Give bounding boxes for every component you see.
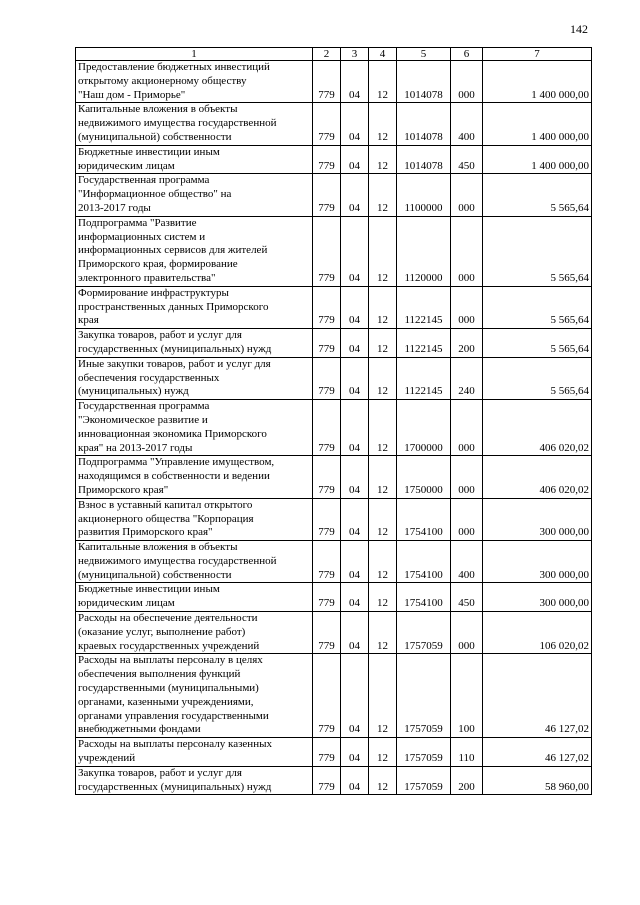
table-row xyxy=(76,583,592,612)
expense-name-line: обеспечения выполнения функций xyxy=(78,668,241,681)
amount-cell: 406 020,02 xyxy=(483,456,592,498)
table-row xyxy=(76,738,592,767)
ministry-code-cell: 779 xyxy=(313,654,341,738)
amount-cell: 300 000,00 xyxy=(483,541,592,583)
ministry-code-cell: 779 xyxy=(313,541,341,583)
table-row xyxy=(76,216,592,286)
table-row xyxy=(76,456,592,498)
amount-cell: 106 020,02 xyxy=(483,612,592,654)
amount-cell: 406 020,02 xyxy=(483,400,592,456)
subsection-code-cell: 12 xyxy=(369,738,397,767)
expense-name-cell xyxy=(76,400,313,456)
target-article-cell: 1014078 xyxy=(397,103,451,145)
expense-name-line: государственными (муниципальными) xyxy=(78,682,259,695)
amount-cell: 300 000,00 xyxy=(483,498,592,540)
subsection-code-cell: 12 xyxy=(369,456,397,498)
subsection-code-cell: 12 xyxy=(369,498,397,540)
expense-name-line: Расходы на выплаты персоналу казенных xyxy=(78,738,272,751)
expense-name-line: Предоставление бюджетных инвестиций xyxy=(78,61,270,73)
expense-name-line: внебюджетными фондами xyxy=(78,723,201,736)
target-article-cell: 1750000 xyxy=(397,456,451,498)
ministry-code-cell: 779 xyxy=(313,357,341,399)
expense-name-line: Государственная программа xyxy=(78,174,210,187)
ministry-code-cell: 779 xyxy=(313,286,341,328)
amount-cell: 1 400 000,00 xyxy=(483,145,592,174)
expense-type-cell: 000 xyxy=(451,612,483,654)
target-article-cell: 1122145 xyxy=(397,357,451,399)
table-row xyxy=(76,103,592,145)
subsection-code-cell: 12 xyxy=(369,145,397,174)
ministry-code-cell: 779 xyxy=(313,61,341,103)
section-code-cell: 04 xyxy=(341,766,369,795)
ministry-code-cell: 779 xyxy=(313,498,341,540)
amount-cell: 58 960,00 xyxy=(483,766,592,795)
section-code-cell: 04 xyxy=(341,738,369,767)
ministry-code-cell: 779 xyxy=(313,766,341,795)
subsection-code-cell: 12 xyxy=(369,174,397,216)
amount-cell: 46 127,02 xyxy=(483,654,592,738)
expense-name-line: 2013-2017 годы xyxy=(78,201,151,214)
subsection-code-cell: 12 xyxy=(369,103,397,145)
page-number: 142 xyxy=(570,22,588,36)
expense-name-cell xyxy=(76,541,313,583)
section-code-cell: 04 xyxy=(341,329,369,358)
amount-cell: 1 400 000,00 xyxy=(483,103,592,145)
amount-cell: 5 565,64 xyxy=(483,174,592,216)
expense-name-line: пространственных данных Приморского xyxy=(78,300,269,313)
expense-type-cell: 000 xyxy=(451,174,483,216)
table-body xyxy=(76,61,592,795)
expense-name-line: Бюджетные инвестиции иным xyxy=(78,145,220,158)
expense-name-line: органами управления государственными xyxy=(78,709,269,722)
column-header-6: 6 xyxy=(451,48,483,61)
subsection-code-cell: 12 xyxy=(369,766,397,795)
ministry-code-cell: 779 xyxy=(313,612,341,654)
section-code-cell: 04 xyxy=(341,583,369,612)
target-article-cell: 1757059 xyxy=(397,612,451,654)
expense-name-line: "Экономическое развитие и xyxy=(78,413,208,426)
table-row xyxy=(76,541,592,583)
section-code-cell: 04 xyxy=(341,654,369,738)
expense-type-cell: 000 xyxy=(451,216,483,286)
target-article-cell: 1757059 xyxy=(397,738,451,767)
expense-name-cell xyxy=(76,286,313,328)
subsection-code-cell: 12 xyxy=(369,541,397,583)
expense-name-cell xyxy=(76,612,313,654)
amount-cell: 300 000,00 xyxy=(483,583,592,612)
ministry-code-cell: 779 xyxy=(313,103,341,145)
table-row xyxy=(76,766,592,795)
expense-type-cell: 000 xyxy=(451,286,483,328)
expense-name-line: государственных (муниципальных) нужд xyxy=(78,342,272,355)
target-article-cell: 1014078 xyxy=(397,145,451,174)
target-article-cell: 1014078 xyxy=(397,61,451,103)
expense-name-cell xyxy=(76,654,313,738)
section-code-cell: 04 xyxy=(341,541,369,583)
expense-name-line: открытому акционерному обществу xyxy=(78,74,247,87)
section-code-cell: 04 xyxy=(341,103,369,145)
expense-name-line: Расходы на выплаты персоналу в целях xyxy=(78,654,263,667)
subsection-code-cell: 12 xyxy=(369,61,397,103)
amount-cell: 1 400 000,00 xyxy=(483,61,592,103)
expense-name-cell xyxy=(76,738,313,767)
expense-name-cell xyxy=(76,145,313,174)
subsection-code-cell: 12 xyxy=(369,400,397,456)
section-code-cell: 04 xyxy=(341,357,369,399)
target-article-cell: 1700000 xyxy=(397,400,451,456)
expense-name-line: "Информационное общество" на xyxy=(78,188,232,201)
expense-name-line: юридическим лицам xyxy=(78,597,175,610)
expense-name-line: Закупка товаров, работ и услуг для xyxy=(78,329,242,342)
expense-name-line: Формирование инфраструктуры xyxy=(78,286,229,299)
expense-name-cell xyxy=(76,456,313,498)
ministry-code-cell: 779 xyxy=(313,583,341,612)
subsection-code-cell: 12 xyxy=(369,357,397,399)
amount-cell: 5 565,64 xyxy=(483,286,592,328)
table-row xyxy=(76,286,592,328)
section-code-cell: 04 xyxy=(341,400,369,456)
target-article-cell: 1100000 xyxy=(397,174,451,216)
table-row xyxy=(76,357,592,399)
expense-name-line: акционерного общества "Корпорация xyxy=(78,512,254,525)
table-row xyxy=(76,145,592,174)
table-row xyxy=(76,400,592,456)
section-code-cell: 04 xyxy=(341,145,369,174)
section-code-cell: 04 xyxy=(341,174,369,216)
expense-name-line: недвижимого имущества государственной xyxy=(78,117,277,130)
amount-cell: 46 127,02 xyxy=(483,738,592,767)
target-article-cell: 1120000 xyxy=(397,216,451,286)
expense-name-line: юридическим лицам xyxy=(78,159,175,172)
expense-name-line: Приморского края" xyxy=(78,483,169,496)
expense-type-cell: 400 xyxy=(451,541,483,583)
expense-name-cell xyxy=(76,216,313,286)
ministry-code-cell: 779 xyxy=(313,400,341,456)
table-row xyxy=(76,329,592,358)
expense-name-line: Капитальные вложения в объекты xyxy=(78,541,238,554)
subsection-code-cell: 12 xyxy=(369,329,397,358)
target-article-cell: 1122145 xyxy=(397,286,451,328)
column-header-7: 7 xyxy=(483,48,592,61)
expense-name-line: Иные закупки товаров, работ и услуг для xyxy=(78,357,271,370)
section-code-cell: 04 xyxy=(341,286,369,328)
section-code-cell: 04 xyxy=(341,456,369,498)
section-code-cell: 04 xyxy=(341,612,369,654)
expense-type-cell: 000 xyxy=(451,61,483,103)
section-code-cell: 04 xyxy=(341,498,369,540)
expense-name-cell xyxy=(76,498,313,540)
table-row xyxy=(76,654,592,738)
subsection-code-cell: 12 xyxy=(369,612,397,654)
expense-name-line: инновационная экономика Приморского xyxy=(78,427,267,440)
section-code-cell: 04 xyxy=(341,61,369,103)
expense-type-cell: 000 xyxy=(451,456,483,498)
expense-type-cell: 000 xyxy=(451,400,483,456)
expense-name-cell xyxy=(76,61,313,103)
ministry-code-cell: 779 xyxy=(313,174,341,216)
expense-name-line: информационных сервисов для жителей xyxy=(78,244,268,257)
table-row xyxy=(76,612,592,654)
column-header-1: 1 xyxy=(76,48,313,61)
expense-name-line: государственных (муниципальных) нужд xyxy=(78,780,272,793)
expense-name-cell xyxy=(76,766,313,795)
expense-type-cell: 240 xyxy=(451,357,483,399)
expense-name-line: Капитальные вложения в объекты xyxy=(78,103,238,116)
expense-name-line: Приморского края, формирование xyxy=(78,258,238,271)
expense-name-cell xyxy=(76,174,313,216)
target-article-cell: 1754100 xyxy=(397,498,451,540)
table-row xyxy=(76,498,592,540)
expense-type-cell: 200 xyxy=(451,329,483,358)
expense-name-line: Бюджетные инвестиции иным xyxy=(78,583,220,596)
amount-cell: 5 565,64 xyxy=(483,357,592,399)
expense-name-line: (оказание услуг, выполнение работ) xyxy=(78,625,246,638)
expense-name-line: информационных систем и xyxy=(78,230,206,243)
target-article-cell: 1754100 xyxy=(397,541,451,583)
expense-type-cell: 450 xyxy=(451,145,483,174)
expense-name-cell xyxy=(76,357,313,399)
target-article-cell: 1754100 xyxy=(397,583,451,612)
target-article-cell: 1122145 xyxy=(397,329,451,358)
expense-name-line: Расходы на обеспечение деятельности xyxy=(78,612,258,625)
expense-type-cell: 100 xyxy=(451,654,483,738)
target-article-cell: 1757059 xyxy=(397,766,451,795)
ministry-code-cell: 779 xyxy=(313,329,341,358)
expense-name-line: электронного правительства" xyxy=(78,271,216,284)
target-article-cell: 1757059 xyxy=(397,654,451,738)
expense-type-cell: 000 xyxy=(451,498,483,540)
amount-cell: 5 565,64 xyxy=(483,216,592,286)
expense-name-line: находящимся в собственности и ведении xyxy=(78,470,270,483)
expense-name-line: Подпрограмма "Развитие xyxy=(78,216,197,229)
subsection-code-cell: 12 xyxy=(369,286,397,328)
expense-name-line: края xyxy=(78,314,99,327)
ministry-code-cell: 779 xyxy=(313,738,341,767)
expense-name-line: Подпрограмма "Управление имуществом, xyxy=(78,456,275,469)
expense-name-line: краевых государственных учреждений xyxy=(78,639,260,652)
expense-name-line: Государственная программа xyxy=(78,400,210,413)
table-row xyxy=(76,61,592,103)
ministry-code-cell: 779 xyxy=(313,216,341,286)
column-header-5: 5 xyxy=(397,48,451,61)
expense-name-line: органами, казенными учреждениями, xyxy=(78,695,254,708)
amount-cell: 5 565,64 xyxy=(483,329,592,358)
expense-name-cell xyxy=(76,583,313,612)
subsection-code-cell: 12 xyxy=(369,216,397,286)
expense-name-line: Взнос в уставный капитал открытого xyxy=(78,498,253,511)
expense-type-cell: 110 xyxy=(451,738,483,767)
column-header-3: 3 xyxy=(341,48,369,61)
expense-name-line: "Наш дом - Приморье" xyxy=(78,88,186,101)
expense-name-line: (муниципальной) собственности xyxy=(78,130,232,143)
expense-name-cell xyxy=(76,329,313,358)
expense-type-cell: 450 xyxy=(451,583,483,612)
table-row xyxy=(76,174,592,216)
expense-name-line: учреждений xyxy=(78,752,136,765)
expense-name-line: развития Приморского края" xyxy=(78,526,213,539)
subsection-code-cell: 12 xyxy=(369,654,397,738)
expense-name-cell xyxy=(76,103,313,145)
expense-type-cell: 200 xyxy=(451,766,483,795)
subsection-code-cell: 12 xyxy=(369,583,397,612)
expense-name-line: края" на 2013-2017 годы xyxy=(78,441,193,454)
column-header-4: 4 xyxy=(369,48,397,61)
budget-table xyxy=(75,47,592,795)
header-row xyxy=(76,48,592,61)
expense-name-line: (муниципальных) нужд xyxy=(78,385,189,398)
column-header-2: 2 xyxy=(313,48,341,61)
expense-type-cell: 400 xyxy=(451,103,483,145)
expense-name-line: Закупка товаров, работ и услуг для xyxy=(78,766,242,779)
expense-name-line: недвижимого имущества государственной xyxy=(78,554,277,567)
expense-name-line: обеспечения государственных xyxy=(78,371,220,384)
section-code-cell: 04 xyxy=(341,216,369,286)
ministry-code-cell: 779 xyxy=(313,456,341,498)
expense-name-line: (муниципальной) собственности xyxy=(78,568,232,581)
ministry-code-cell: 779 xyxy=(313,145,341,174)
